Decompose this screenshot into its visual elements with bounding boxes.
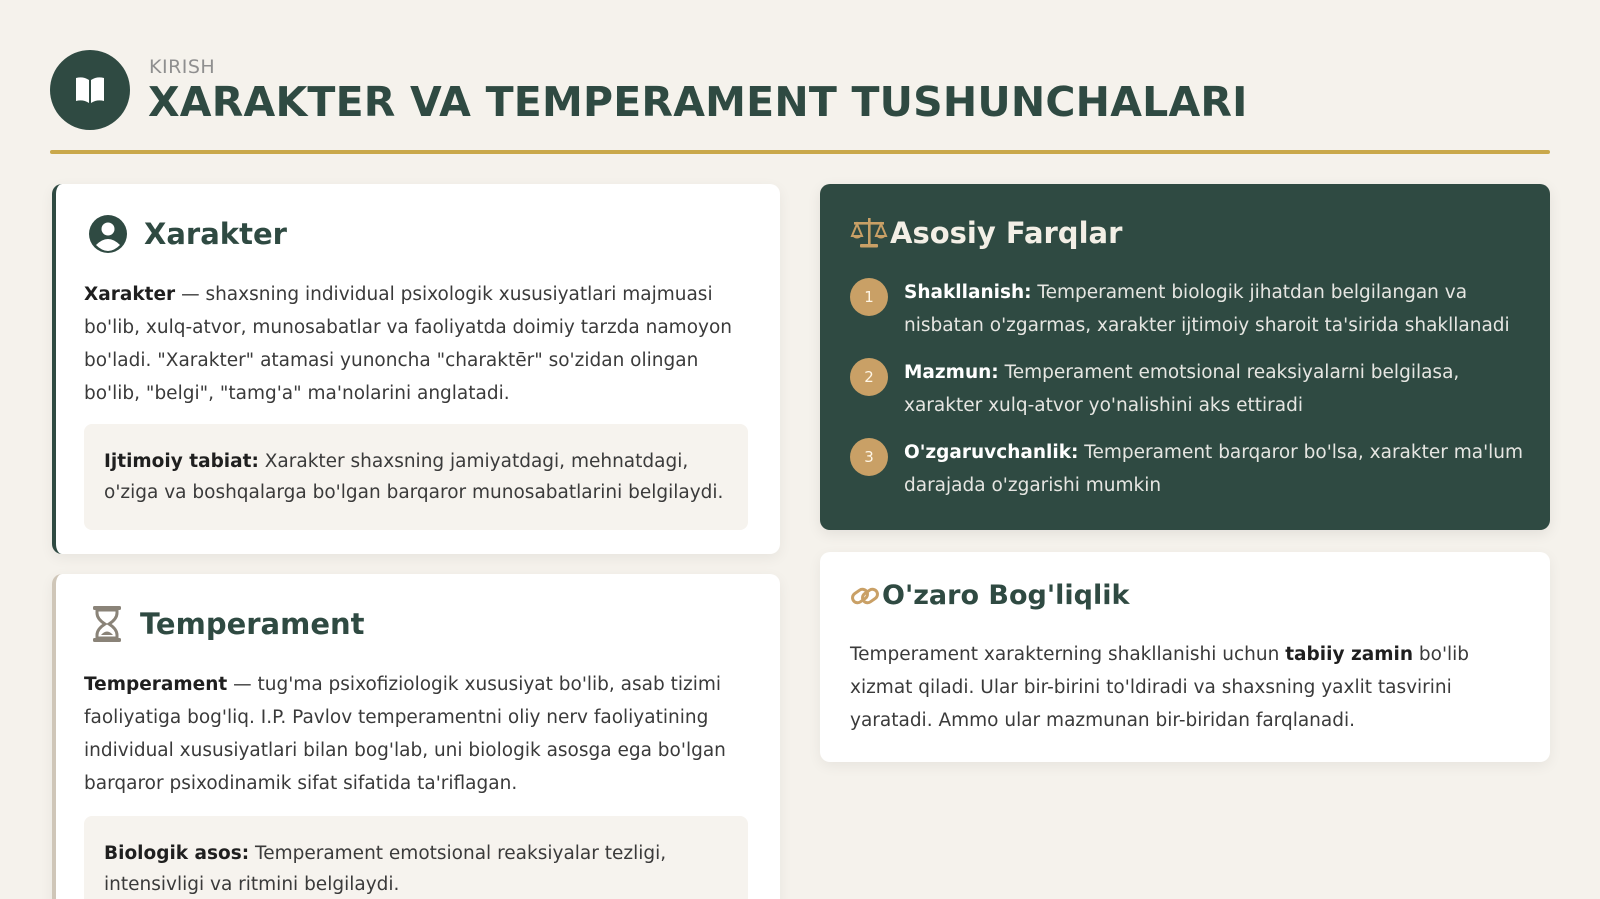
difference-item [850, 436, 1526, 502]
relation-text [850, 638, 1522, 737]
temperament-term: Temperament [84, 674, 228, 695]
xarakter-definition [84, 278, 744, 410]
difference-number-badge: 1 [850, 278, 888, 316]
difference-text [904, 356, 1526, 422]
difference-description: Temperament emotsional reaksiyalarni belgilasa, xarakter xulq-atvor yo'nalishini aks ettiradi [904, 362, 1460, 416]
difference-item [850, 276, 1526, 342]
temperament-body: — tug'ma psixofiziologik xususiyat bo'lib, asab tizimi faoliyatiga bog'liq. I.P. Pavlov temperamentni oliy nerv faoliyatining individual xususiyatlari bilan bog'lab, uni biologik asosga ega bo'lgan barqaror psixodinamik sifat sifatida ta'riflagan. [84, 674, 726, 794]
xarakter-title: Xarakter [144, 217, 287, 251]
relation-title: O'zaro Bog'liqlik [882, 580, 1130, 611]
scales-icon [850, 216, 888, 250]
temperament-note-label: Biologik asos: [104, 843, 250, 864]
differences-title: Asosiy Farqlar [890, 216, 1123, 250]
xarakter-note-text: Xarakter shaxsning jamiyatdagi, mehnatdagi, o'ziga va boshqalarga bo'lgan barqaror munosabatlarini belgilaydi. [104, 451, 724, 503]
difference-number-badge: 3 [850, 438, 888, 476]
relation-card [820, 552, 1550, 762]
difference-label: O'zgaruvchanlik: [904, 442, 1079, 463]
difference-number-badge: 2 [850, 358, 888, 396]
header-divider [50, 150, 1550, 154]
xarakter-card [52, 184, 780, 554]
temperament-note [84, 816, 748, 899]
section-eyebrow: KIRISH [149, 56, 216, 78]
xarakter-note-label: Ijtimoiy tabiat: [104, 451, 259, 472]
temperament-title: Temperament [140, 607, 365, 641]
link-icon [850, 581, 880, 611]
difference-item [850, 356, 1526, 422]
difference-text [904, 276, 1526, 342]
temperament-card-header [90, 604, 365, 644]
xarakter-card-header [88, 214, 287, 254]
difference-description: Temperament biologik jihatdan belgilangan va nisbatan o'zgarmas, xarakter ijtimoiy sharoit ta'sirida shakllanadi [904, 282, 1510, 336]
xarakter-note [84, 424, 748, 530]
xarakter-term: Xarakter [84, 284, 176, 305]
hourglass-icon [90, 604, 124, 644]
page-title: XARAKTER VA TEMPERAMENT TUSHUNCHALARI [148, 78, 1248, 126]
user-circle-icon [88, 214, 128, 254]
difference-description: Temperament barqaror bo'lsa, xarakter ma'lum darajada o'zgarishi mumkin [904, 442, 1524, 496]
temperament-definition [84, 668, 744, 800]
book-icon [73, 74, 107, 106]
differences-card-header [850, 216, 1122, 250]
difference-label: Shakllanish: [904, 282, 1032, 303]
header-badge [50, 50, 130, 130]
difference-text [904, 436, 1526, 502]
temperament-note-text: Temperament emotsional reaksiyalar tezligi, intensivligi va ritmini belgilaydi. [104, 843, 667, 895]
relation-card-header [850, 580, 1129, 611]
relation-text-start: Temperament xarakterning shakllanishi uchun [850, 644, 1286, 665]
relation-highlight: tabiiy zamin [1285, 644, 1413, 665]
page-header [50, 50, 1550, 156]
temperament-card [52, 574, 780, 899]
difference-label: Mazmun: [904, 362, 999, 383]
differences-card [820, 184, 1550, 530]
xarakter-body: — shaxsning individual psixologik xususiyatlari majmuasi bo'lib, xulq-atvor, munosabatlar va faoliyatda doimiy tarzda namoyon bo'ladi. "Xarakter" atamasi yunoncha "charaktēr" so'zidan olingan bo'lib, "belgi", "tamg'a" ma'nolarini anglatadi. [84, 284, 733, 404]
relation-text-end: bo'lib xizmat qiladi. Ular bir-birini to'ldiradi va shaxsning yaxlit tasvirini yaratadi. Ammo ular mazmunan bir-biridan farqlanadi. [850, 644, 1470, 731]
